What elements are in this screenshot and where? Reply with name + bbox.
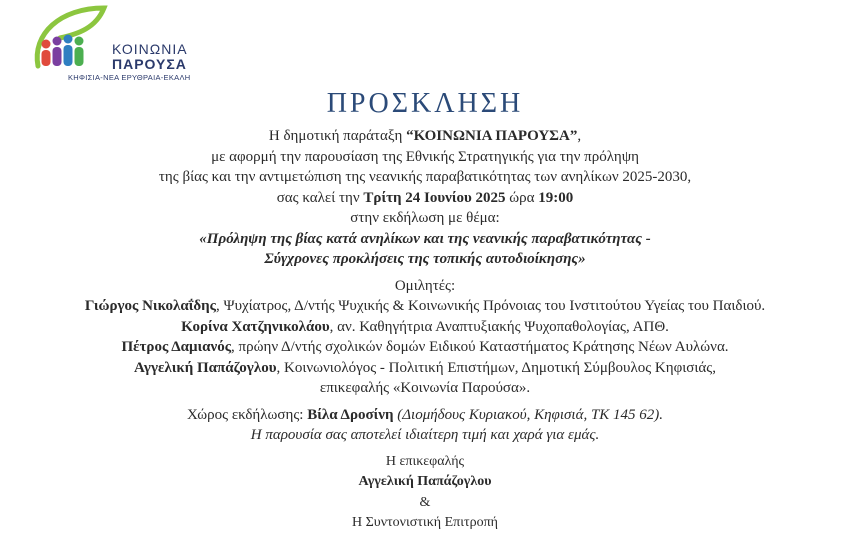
speaker-desc: , πρώην Δ/ντής σχολικών δομών Ειδικού Καταστήματος Κράτησης Νέων Αυλώνα.: [231, 339, 729, 355]
party-logo: [30, 4, 190, 82]
event-date: Τρίτη 24 Ιουνίου 2025: [363, 189, 506, 206]
speaker-row: [0, 296, 850, 317]
signature-amp: &: [419, 494, 431, 510]
intro-line-3: της βίας και την αντιμετώπιση της νεανικής παραβατικότητας των ανηλίκων 2025-2030,: [158, 169, 692, 185]
intro-punct: ,: [577, 128, 582, 144]
logo-line-2: ΠΑΡΟΥΣΑ: [112, 56, 187, 72]
speaker-desc: , Ψυχίατρος, Δ/ντής Ψυχικής & Κοινωνικής Πρόνοιας του Ινστιτούτου Υγείας του Παιδιού.: [216, 298, 766, 314]
theme-line-2: Σύγχρονες προκλήσεις της τοπικής αυτοδιοίκησης»: [264, 251, 586, 267]
logo-figures-icon: [30, 4, 120, 74]
venue-address: (Διομήδους Κυριακού, Κηφισιά, ΤΚ 145 62).: [393, 406, 664, 423]
speaker-name: Γιώργος Νικολαΐδης: [84, 298, 216, 314]
speaker-row: [0, 317, 850, 338]
intro-line-1: [0, 126, 850, 147]
speaker-row: [0, 337, 850, 358]
intro-text: Η δημοτική παράταξη: [268, 128, 407, 144]
page-title: ΠΡΟΣΚΛΗΣΗ: [326, 88, 524, 119]
invitation-body: [0, 126, 850, 534]
intro-text: ώρα: [505, 189, 539, 206]
speaker-desc: , αν. Καθηγήτρια Αναπτυξιακής Ψυχοπαθολογίας, ΑΠΘ.: [329, 318, 669, 335]
closing-line: Η παρουσία σας αποτελεί ιδιαίτερη τιμή και χαρά για εμάς.: [250, 427, 600, 443]
signature-role: Η επικεφαλής: [385, 453, 465, 469]
venue-line: [0, 405, 850, 426]
speaker-extra: επικεφαλής «Κοινωνία Παρούσα».: [319, 380, 531, 396]
speaker-name: Πέτρος Δαμιανός: [121, 339, 232, 355]
intro-text: σας καλεί την: [276, 189, 364, 206]
speaker-desc: , Κοινωνιολόγος - Πολιτική Επιστήμων, Δημοτική Σύμβουλος Κηφισιάς,: [276, 359, 716, 376]
intro-line-2: με αφορμή την παρουσίαση της Εθνικής Στρατηγικής για την πρόληψη: [211, 148, 639, 165]
speaker-name: Κορίνα Χατζηνικολάου: [181, 318, 330, 335]
logo-wordmark: [112, 42, 188, 72]
signature-committee: Η Συντονιστική Επιτροπή: [352, 515, 498, 530]
venue-label: Χώρος εκδήλωσης:: [186, 406, 308, 423]
intro-line-4: [0, 188, 850, 209]
intro-line-5: στην εκδήλωση με θέμα:: [350, 210, 500, 226]
speaker-name: Αγγελική Παπάζογλου: [134, 359, 277, 376]
event-time: 19:00: [538, 189, 574, 206]
party-name: “ΚΟΙΝΩΝΙΑ ΠΑΡΟΥΣΑ”: [406, 128, 578, 144]
theme-line-1: «Πρόληψη της βίας κατά ανηλίκων και της νεανικής παραβατικότητας -: [199, 230, 651, 247]
signature-name: Αγγελική Παπάζογλου: [358, 474, 492, 489]
venue-name: Βίλα Δροσίνη: [307, 406, 394, 423]
speaker-row: [0, 358, 850, 379]
logo-subtitle: ΚΗΦΙΣΙΑ-ΝΕΑ ΕΡΥΘΡΑΙΑ-ΕΚΑΛΗ: [68, 73, 191, 82]
speakers-label: Ομιλητές:: [394, 277, 456, 294]
logo-line-1: ΚΟΙΝΩΝΙΑ: [112, 41, 188, 57]
